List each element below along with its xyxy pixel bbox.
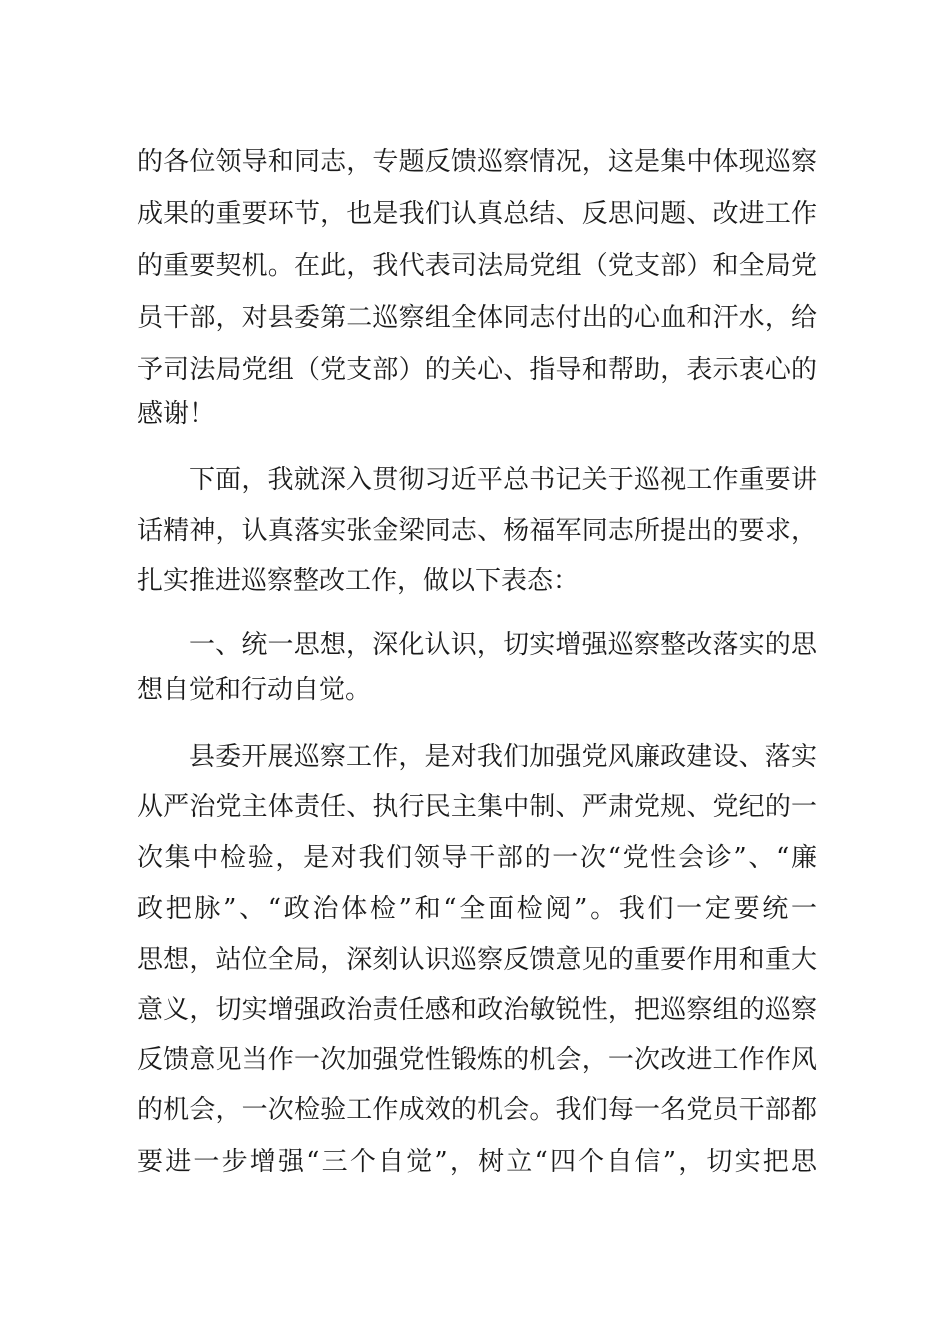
paragraph-4-line-9: 要进一步增强“三个自觉”，树立“四个自信”，切实把思 xyxy=(137,1147,817,1177)
paragraph-1-line-3: 的重要契机。在此，我代表司法局党组（党支部）和全局党 xyxy=(137,251,817,281)
paragraph-1-line-5: 予司法局党组（党支部）的关心、指导和帮助，表示衷心的 xyxy=(137,355,817,385)
paragraph-4-line-3: 次集中检验，是对我们领导干部的一次“党性会诊”、“廉 xyxy=(137,843,817,873)
paragraph-1-line-6: 感谢！ xyxy=(137,399,216,429)
paragraph-4-line-5: 思想，站位全局，深刻认识巡察反馈意见的重要作用和重大 xyxy=(137,945,817,975)
paragraph-4-line-1: 县委开展巡察工作，是对我们加强党风廉政建设、落实 xyxy=(189,742,817,772)
paragraph-1-line-1: 的各位领导和同志，专题反馈巡察情况，这是集中体现巡察 xyxy=(137,147,817,177)
paragraph-2-line-1: 下面，我就深入贯彻习近平总书记关于巡视工作重要讲 xyxy=(189,465,817,495)
paragraph-4-line-2: 从严治党主体责任、执行民主集中制、严肃党规、党纪的一 xyxy=(137,792,817,822)
paragraph-3-line-2: 想自觉和行动自觉。 xyxy=(137,675,372,705)
paragraph-2-line-3: 扎实推进巡察整改工作，做以下表态： xyxy=(137,566,580,596)
paragraph-4-line-7: 反馈意见当作一次加强党性锻炼的机会，一次改进工作作风 xyxy=(137,1045,817,1075)
paragraph-4-line-4: 政把脉”、“政治体检”和“全面检阅”。我们一定要统一 xyxy=(137,894,817,924)
paragraph-3-line-1: 一、统一思想，深化认识，切实增强巡察整改落实的思 xyxy=(189,630,817,660)
paragraph-1-line-2: 成果的重要环节，也是我们认真总结、反思问题、改进工作 xyxy=(137,199,817,229)
paragraph-2-line-2: 话精神，认真落实张金梁同志、杨福军同志所提出的要求， xyxy=(137,516,817,546)
paragraph-1-line-4: 员干部，对县委第二巡察组全体同志付出的心血和汗水，给 xyxy=(137,303,817,333)
paragraph-4-line-8: 的机会，一次检验工作成效的机会。我们每一名党员干部都 xyxy=(137,1095,817,1125)
paragraph-4-line-6: 意义，切实增强政治责任感和政治敏锐性，把巡察组的巡察 xyxy=(137,995,817,1025)
